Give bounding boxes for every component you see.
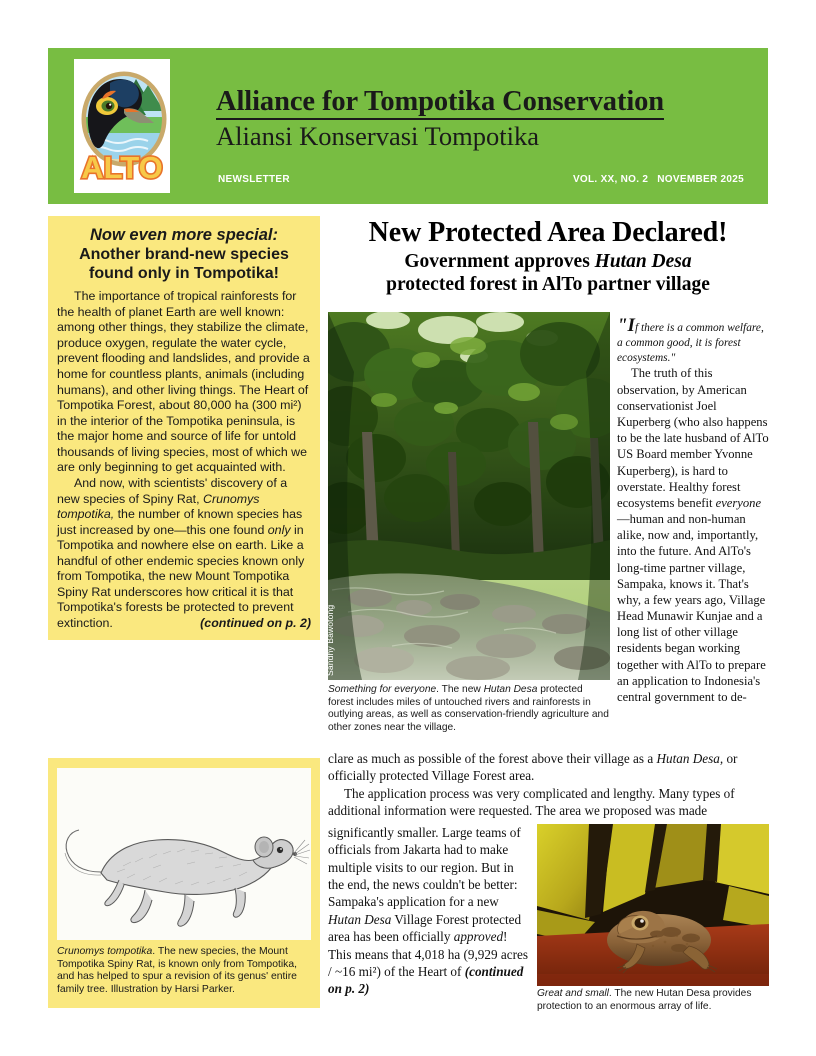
newsletter-label: NEWSLETTER <box>218 174 290 185</box>
frog-caption-lead: Great and small <box>537 988 609 999</box>
lower-text-a: significantly smaller. Large teams of officials from Jakarta had to make multiple visits to our region. But in the end, the news couldn't be better: Sampaka's application for a new <box>328 825 521 910</box>
forest-caption-a: . The new <box>436 684 484 695</box>
sidebar-article <box>48 216 320 640</box>
sidebar-species-name: Crunomys tompotika, <box>57 491 260 522</box>
forest-photo-caption <box>328 684 610 735</box>
sidebar-p2-part-b: the number of known species has just increased by one—this one found <box>57 507 303 537</box>
full-text-hutan-desa: Hutan Desa, <box>656 751 724 766</box>
sidebar-body <box>57 289 311 631</box>
rat-caption-species: Crunomys tompotika <box>57 946 153 957</box>
full-text-paragraph-1 <box>328 750 769 785</box>
lower-text-b: Village Forest protected area has been officially <box>328 911 522 945</box>
pull-quote-text: f there is a common welfare, a common good, it is forest ecosystems." <box>617 322 764 364</box>
full-text-p1-b: or officially protected Village Forest area. <box>328 751 738 784</box>
issue-volume: VOL. XX, NO. 2 <box>572 174 649 185</box>
masthead-title-indonesian: Aliansi Konservasi Tompotika <box>216 120 539 151</box>
sidebar-p2-part-c: in Tompotika and nowhere else on earth. Like a handful of other endemic species known only from Tompotika, the new Mount Tompotika Spiny Rat underscores how critical it is that Tompotika's forests be protected to prevent extinction. <box>57 522 305 631</box>
sidebar-emphasis-only: only <box>267 522 291 537</box>
forest-caption-b: protected forest includes miles of untouched rivers and rainforests in outlying areas, as well as conservation-friendly agriculture and other zones near the village. <box>328 684 609 733</box>
subhead-part-a: Government approves <box>404 251 595 273</box>
sidebar-headline: Another brand-new species found only in Tompotika! <box>79 246 289 282</box>
lower-text-hutan-desa: Hutan Desa <box>328 911 392 927</box>
sidebar-paragraph-2 <box>57 476 311 632</box>
article-subheadline <box>328 251 768 297</box>
pull-quote-dropcap: "I <box>617 315 635 336</box>
sidebar-p2-part-a: And now, with scientists' discovery of a new species of Spiny Rat, <box>57 475 288 506</box>
frog-photo <box>537 824 769 986</box>
article-headline: New Protected Area Declared! <box>368 217 728 248</box>
forest-photo <box>328 312 610 680</box>
svg-text:ALTO: ALTO <box>81 150 163 185</box>
masthead-banner <box>48 48 768 204</box>
forest-photo-graphic <box>328 312 610 680</box>
right-col-emphasis-everyone: everyone <box>715 495 762 510</box>
right-col-part-a: The truth of this observation, by American conservationist Joel Kuperberg (who also happens to be the late husband of AlTo US Board member Yvonne Kuperberg), is hard to overstate. Healthy forest ecosystems benefit <box>617 366 769 510</box>
sidebar-kicker: Now even more special: <box>90 226 278 244</box>
lower-text-c: ! This means that 4,018 ha (9,929 acres / ~16 mi²) of the Heart of <box>328 929 528 979</box>
masthead-title-english: Alliance for Tompotika Conservation <box>216 88 664 120</box>
lower-text-paragraph <box>328 824 533 998</box>
full-text-paragraph-2: The application process was very complicated and lengthy. Many types of additional information were requested. The area we proposed was made <box>328 785 735 819</box>
issue-info <box>573 174 744 185</box>
alto-logo-graphic <box>74 59 170 193</box>
article-full-width-text <box>328 750 769 820</box>
pull-quote <box>617 315 769 365</box>
frog-photo-graphic <box>537 824 769 986</box>
article-headline-block <box>328 218 768 297</box>
rat-figure-panel <box>48 758 320 1008</box>
rat-caption-text: . The new species, the Mount Tompotika Spiny Rat, is known only from Tompotika, and has helped to spur a revision of its genus' entire family tree. Illustration by Harsi Parker. <box>57 946 298 996</box>
frog-photo-credit: Sandesh Kadur <box>774 944 784 1005</box>
alto-logo <box>74 59 170 193</box>
frog-caption-text: . The new Hutan Desa provides protection to an enormous array of life. <box>537 988 752 1012</box>
masthead-titles <box>216 88 756 150</box>
forest-caption-lead: Something for everyone <box>328 684 437 695</box>
article-right-column <box>617 315 769 705</box>
rat-illustration <box>57 768 311 940</box>
sidebar-paragraph-1: The importance of tropical rainforests for the health of planet Earth are well known: among other things, they stabilize the climate, produce oxygen, regulate the water cycle, prevent flooding and landslides, and provide a home for countless plants, animals (including humans), and other living things. The Heart of Tompotika Forest, about 80,000 ha (300 mi²) in the interior of the Tompotika peninsula, is the major home and source of life for untold thousands of living species, most of which we are only beginning to get acquainted with. <box>57 289 310 475</box>
subhead-part-b: protected forest in AlTo partner village <box>386 274 710 296</box>
right-column-paragraph <box>617 365 769 705</box>
rat-figure-caption <box>57 946 311 997</box>
frog-photo-caption <box>537 988 769 1013</box>
forest-photo-credit: Sandhy Bawotong <box>325 604 335 676</box>
sidebar-continued-note: (continued on p. 2) <box>200 616 311 631</box>
full-text-p1-a: clare as much as possible of the forest above their village as a <box>328 751 657 766</box>
article-lower-text <box>328 824 533 998</box>
lower-text-approved: approved <box>453 929 504 945</box>
right-col-part-b: —human and non-human alike, now and, importantly, into the future. And AlTo's long-time partner village, Sampaka, knows it. That's why, a few years ago, Village Head Munawir Kunjae and a long list of other village residents began working together with AlTo to prepare an application to Indonesia's central government to de- <box>617 512 766 704</box>
subhead-hutan-desa: Hutan Desa <box>594 251 692 273</box>
forest-caption-italic: Hutan Desa <box>483 684 538 695</box>
issue-date: NOVEMBER 2025 <box>657 174 744 185</box>
article-continued-note: (continued on p. 2) <box>328 963 524 997</box>
rat-illustration-graphic <box>57 768 311 940</box>
